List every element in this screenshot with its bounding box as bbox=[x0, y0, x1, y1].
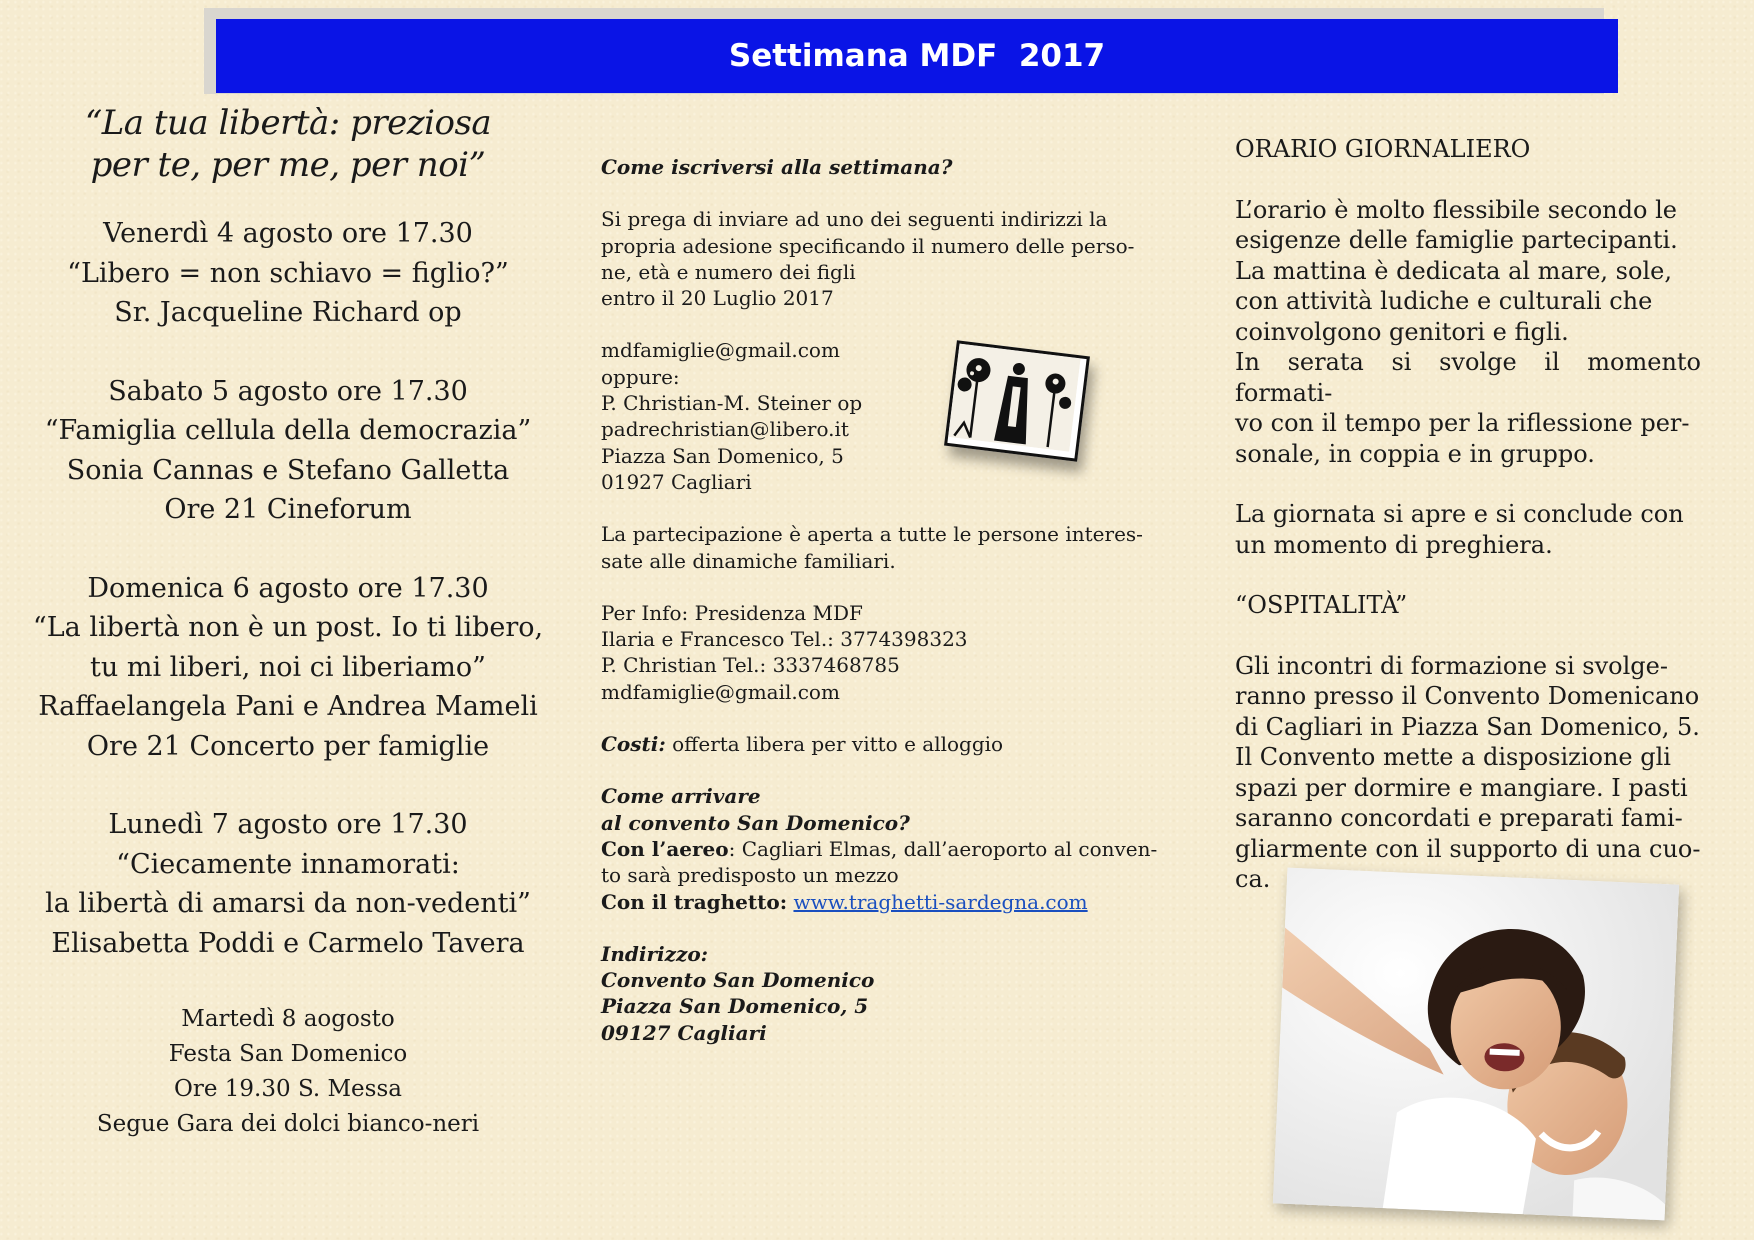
festa-line: Ore 19.30 S. Messa bbox=[174, 1076, 402, 1102]
ospitalita-text: Il Convento mette a disposizione gli bbox=[1235, 743, 1671, 771]
ospitalita-text: ranno presso il Convento Domenicano bbox=[1235, 682, 1700, 710]
schedule-text: sonale, in coppia e in gruppo. bbox=[1235, 439, 1595, 468]
contact-line: 01927 Cagliari bbox=[601, 469, 752, 494]
day-topic: tu mi liberi, noi ci liberiamo” bbox=[90, 651, 486, 683]
schedule-title: ORARIO GIORNALIERO bbox=[1235, 135, 1531, 163]
indirizzo-line: Convento San Domenico bbox=[601, 968, 875, 993]
ospitalita-text: ca. bbox=[1235, 865, 1271, 893]
day-monday bbox=[28, 805, 548, 963]
festa-line: Martedì 8 aogosto bbox=[181, 1006, 395, 1032]
day-speaker: Elisabetta Poddi e Carmelo Tavera bbox=[51, 927, 525, 959]
day-date: Domenica 6 agosto ore 17.30 bbox=[87, 572, 489, 604]
page-title-banner bbox=[216, 19, 1618, 93]
day-speaker: Sonia Cannas e Stefano Galletta bbox=[66, 454, 510, 486]
schedule-text: un momento di preghiera. bbox=[1235, 530, 1553, 559]
day-date: Venerdì 4 agosto ore 17.30 bbox=[103, 218, 473, 249]
contact-email: mdfamiglie@gmail.com bbox=[601, 338, 840, 363]
info-email: mdfamiglie@gmail.com bbox=[601, 679, 840, 704]
day-topic: “La libertà non è un post. Io ti libero, bbox=[32, 612, 544, 643]
aereo-label: Con l’aereo bbox=[601, 836, 729, 861]
schedule-text: coinvolgono genitori e figli. bbox=[1235, 317, 1569, 346]
couple-illustration bbox=[1273, 868, 1679, 1221]
day-sunday bbox=[28, 569, 548, 767]
schedule-text: L’orario è molto flessibile secondo le bbox=[1235, 195, 1677, 224]
indirizzo-line: 09127 Cagliari bbox=[601, 1020, 767, 1045]
traghetti-link[interactable]: www.traghetti-sardegna.com bbox=[793, 889, 1088, 914]
day-topic: “Ciecamente innamorati: bbox=[116, 848, 460, 880]
aereo-line bbox=[601, 836, 1161, 862]
day-date: Lunedì 7 agosto ore 17.30 bbox=[108, 809, 468, 840]
day-saturday bbox=[28, 372, 548, 530]
info-line: P. Christian Tel.: 3337468785 bbox=[601, 653, 900, 678]
motto-line: “La tua libertà: preziosa bbox=[84, 103, 492, 143]
ospitalita-text: spazi per dormire e mangiare. I pasti bbox=[1235, 773, 1688, 802]
indirizzo-line: Indirizzo: bbox=[601, 941, 709, 966]
motto bbox=[28, 102, 548, 186]
ospitalita-text: saranno concordati e preparati fami- bbox=[1235, 804, 1683, 832]
iscrizione-text: propria adesione specificando il numero delle perso- bbox=[601, 233, 1135, 258]
partecipazione-text: sate alle dinamiche familiari. bbox=[601, 548, 896, 573]
woodcut-drawing bbox=[948, 344, 1081, 452]
iscrizione-text: entro il 20 Luglio 2017 bbox=[601, 286, 834, 311]
day-topic: la libertà di amarsi da non-vedenti” bbox=[45, 888, 531, 919]
arrivare-title: al convento San Domenico? bbox=[601, 810, 910, 835]
traghetto-line bbox=[601, 889, 1161, 915]
aereo-text: : Cagliari Elmas, dall’aeroporto al conven- bbox=[728, 836, 1158, 861]
festa-line: Festa San Domenico bbox=[168, 1041, 408, 1067]
ospitalita-text: gliarmente con il supporto di una cuo- bbox=[1235, 834, 1701, 863]
schedule-text: vo con il tempo per la riflessione per- bbox=[1235, 409, 1690, 437]
schedule-text: esigenze delle famiglie partecipanti. bbox=[1235, 226, 1678, 254]
day-evening: Ore 21 Concerto per famiglie bbox=[86, 730, 490, 762]
schedule-text: La mattina è dedicata al mare, sole, bbox=[1235, 256, 1672, 285]
contact-line: P. Christian-M. Steiner op bbox=[601, 391, 863, 416]
iscrizione-title: Come iscriversi alla settimana? bbox=[601, 155, 953, 179]
day-topic: “Famiglia cellula della democrazia” bbox=[44, 415, 532, 446]
ospitalita-text: di Cagliari in Piazza San Domenico, 5. bbox=[1235, 712, 1700, 741]
day-friday bbox=[28, 214, 548, 333]
ospitalita-text: Gli incontri di formazione si svolge- bbox=[1235, 651, 1668, 680]
costi-label: Costi: bbox=[601, 732, 666, 757]
indirizzo-line: Piazza San Domenico, 5 bbox=[601, 994, 869, 1019]
aereo-text: to sarà predisposto un mezzo bbox=[601, 863, 899, 888]
day-tuesday-festa bbox=[28, 1002, 548, 1142]
schedule-text: con attività ludiche e culturali che bbox=[1235, 287, 1653, 315]
iscrizione-text: Si prega di inviare ad uno dei seguenti indirizzi la bbox=[601, 207, 1108, 232]
day-evening: Ore 21 Cineforum bbox=[164, 494, 412, 525]
day-speaker: Raffaelangela Pani e Andrea Mameli bbox=[38, 691, 538, 722]
info-column bbox=[601, 154, 1161, 1046]
info-line: Ilaria e Francesco Tel.: 3774398323 bbox=[601, 627, 968, 652]
festa-line: Segue Gara dei dolci bianco-neri bbox=[96, 1111, 480, 1137]
saint-dominic-woodcut-image bbox=[944, 340, 1090, 462]
schedule-text: La giornata si apre e si conclude con bbox=[1235, 500, 1684, 528]
program-column bbox=[28, 102, 548, 1142]
ospitalita-title: “OSPITALITÀ” bbox=[1235, 591, 1408, 619]
iscrizione-text: ne, età e numero dei figli bbox=[601, 259, 856, 284]
schedule-column bbox=[1235, 134, 1701, 895]
contact-email: padrechristian@libero.it bbox=[601, 417, 849, 442]
costi-text: offerta libera per vitto e alloggio bbox=[665, 732, 1004, 757]
day-speaker: Sr. Jacqueline Richard op bbox=[114, 297, 462, 328]
motto-line: per te, per me, per noi” bbox=[90, 145, 486, 185]
day-topic: “Libero = non schiavo = figlio?” bbox=[67, 257, 509, 289]
costi-line bbox=[601, 731, 1161, 757]
page-title: Settimana MDF 2017 bbox=[728, 38, 1106, 74]
arrivare-title: Come arrivare bbox=[601, 784, 761, 809]
traghetto-label: Con il traghetto: bbox=[601, 889, 788, 914]
day-date: Sabato 5 agosto ore 17.30 bbox=[108, 375, 468, 407]
schedule-text: In serata si svolge il momento formati- bbox=[1235, 348, 1701, 407]
info-line: Per Info: Presidenza MDF bbox=[601, 600, 863, 625]
contact-line: Piazza San Domenico, 5 bbox=[601, 443, 844, 468]
couple-photo bbox=[1273, 868, 1679, 1221]
contact-line: oppure: bbox=[601, 364, 680, 389]
partecipazione-text: La partecipazione è aperta a tutte le persone interes- bbox=[601, 522, 1143, 547]
